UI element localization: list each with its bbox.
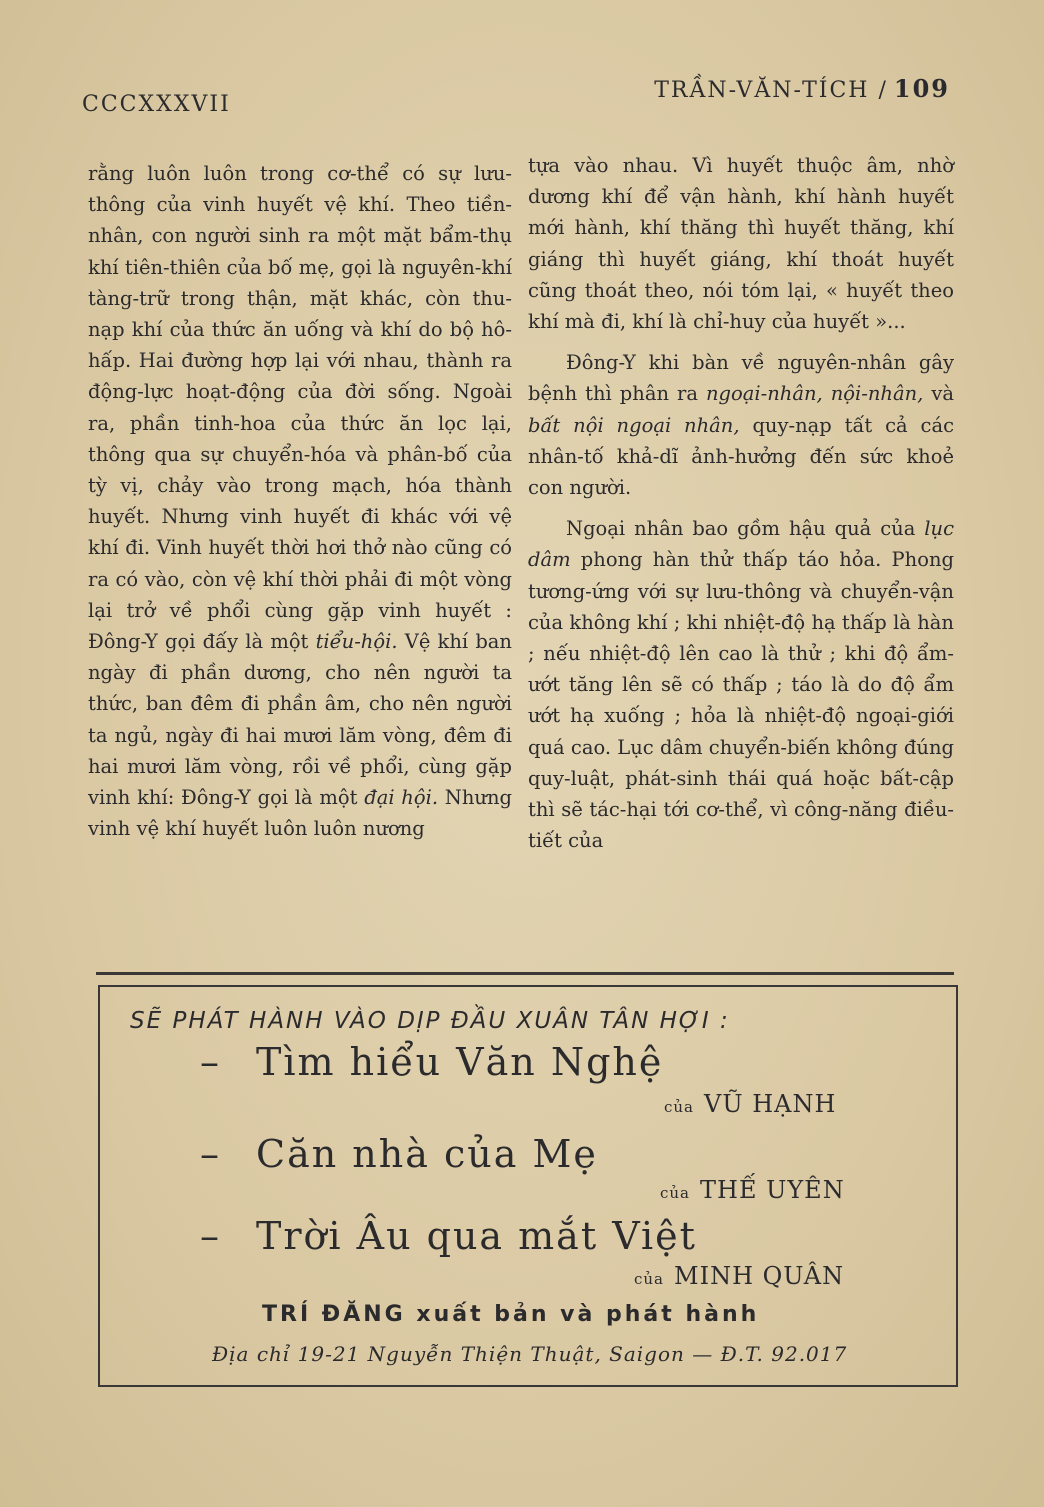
right-paragraph-1: tựa vào nhau. Vì huyết thuộc âm, nhờ dương khí để vận hành, khí hành huyết mới hành, khí thăng thì huyết thăng, khí giáng thì huyết giáng, khí thoát huyết cũng thoát theo, nói tóm lại, « huyết theo khí mà đi, khí là chỉ-huy của huyết »... — [528, 154, 954, 334]
divider-line — [96, 972, 954, 975]
book-title-1: – Tìm hiểu Văn Nghệ — [200, 1040, 664, 1084]
book-author-1: của VŨ HẠNH — [664, 1090, 837, 1118]
book-author-2: của THẾ UYÊN — [660, 1176, 845, 1204]
book-title-3: – Trời Âu qua mắt Việt — [200, 1214, 697, 1258]
left-paragraph: rằng luôn luôn trong cơ-thể có sự lưu-thông của vinh huyết vệ khí. Theo tiền-nhân, con người sinh ra một mặt bẩm-thụ khí tiên-thiên của bố mẹ, gọi là nguyên-khí tàng-trữ trong thận, mặt khác, còn thu-nạp khí của thức ăn uống và khí do bộ hô-hấp. Hai đường hợp lại với nhau, thành ra động-lực hoạt-động của đời sống. Ngoài ra, phần tinh-hoa của thức ăn lọc lại, thông qua sự chuyển-hóa và phân-bố của tỳ vị, chảy vào trong mạch, hóa thành huyết. Nhưng vinh huyết đi khác với vệ khí đi. Vinh huyết thời hơi thở nào cũng có ra có vào, còn vệ khí thời phải đi một vòng lại trở về phổi cùng gặp vinh huyết : Đông-Y gọi đấy là một tiểu-hội. Vệ khí ban ngày đi phần dương, cho nên người ta thức, ban đêm đi phần âm, cho nên người ta ngủ, ngày đi hai mươi lăm vòng, đêm đi hai mươi lăm vòng, rồi về phổi, cùng gặp vinh khí: Đông-Y gọi là một đại hội. Nhưng vinh vệ khí huyết luôn luôn nương — [88, 162, 513, 841]
advert-intro: SẼ PHÁT HÀNH VÀO DỊP ĐẦU XUÂN TÂN HỢI : — [130, 1008, 730, 1034]
right-paragraph-3: Ngoại nhân bao gồm hậu quả của lục dâm phong hàn thử thấp táo hỏa. Phong tương-ứng với sự lưu-thông và chuyển-vận của không khí ; khi nhiệt-độ hạ thấp là hàn ; nếu nhiệt-độ lên cao là thử ; khi độ ẩm-ướt tăng lên sẽ có thấp ; táo là do độ ẩm ướt hạ xuống ; hỏa là nhiệt-độ ngoại-giới quá cao. Lục dâm chuyển-biến không đúng quy-luật, phát-sinh thái quá hoặc bất-cập thì sẽ tác-hại tới cơ-thể, vì công-năng điều-tiết của — [528, 517, 955, 853]
publisher-line: TRÍ ĐĂNG xuất bản và phát hành — [262, 1302, 760, 1327]
right-paragraph-2: Đông-Y khi bàn về nguyên-nhân gây bệnh thì phân ra ngoại-nhân, nội-nhân, và bất nội ngoại nhân, quy-nạp tất cả các nhân-tố khả-dĩ ảnh-hưởng đến sức khoẻ con người. — [528, 351, 955, 500]
left-column — [88, 158, 512, 844]
book-title-2: – Căn nhà của Mẹ — [200, 1132, 598, 1176]
author-header: TRẦN-VĂN-TÍCH / — [654, 78, 888, 103]
book-author-3: của MINH QUÂN — [634, 1262, 845, 1290]
running-header — [654, 74, 950, 103]
issue-number: CCCXXXVII — [82, 92, 231, 117]
page-number: 109 — [893, 74, 950, 103]
publisher-address: Địa chỉ 19-21 Nguyễn Thiện Thuật, Saigon — Đ.T. 92.017 — [212, 1342, 848, 1366]
right-column — [528, 150, 954, 856]
